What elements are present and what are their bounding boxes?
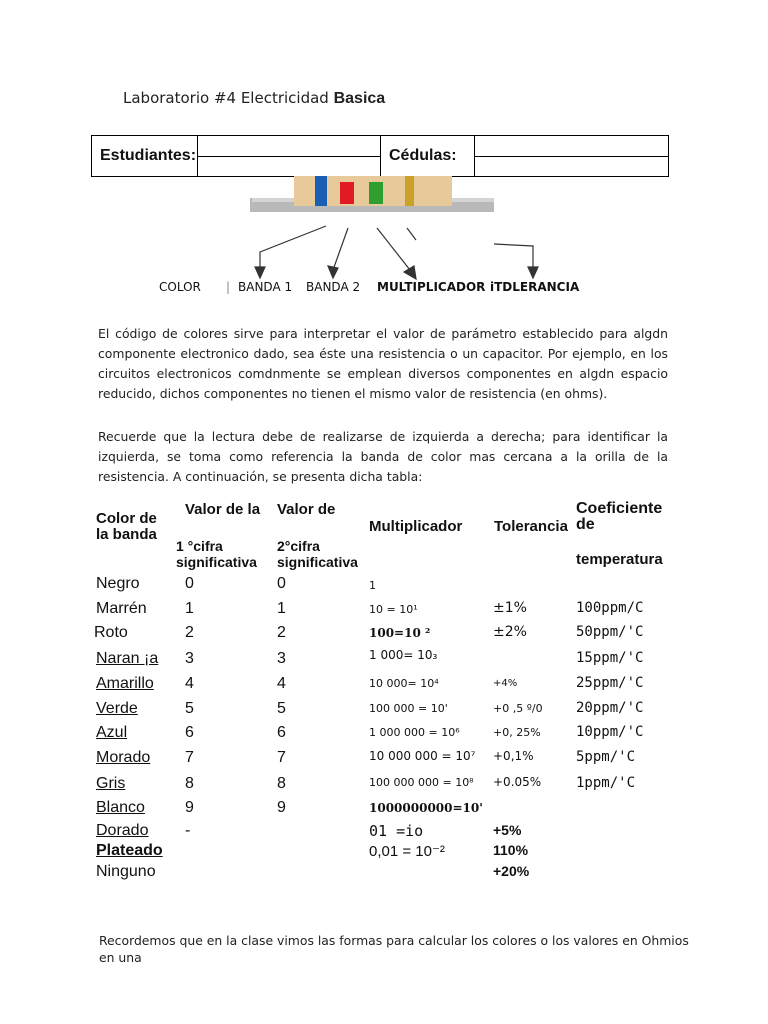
header-first-digit: Valor de la: [185, 501, 261, 518]
color-code-table: [0, 500, 768, 880]
intro-paragraph: El código de colores sirve para interpretar el valor de parámetro establecido para algdn componente electronico dado, sea éste una resistencia o un capacitor. Por ejemplo, en los circuitos electronicos comdnmente se emplean diversos componentes en algdn espacio reducido, dichos componentes no tienen el mismo valor de resistencia (en ohms).: [98, 326, 668, 401]
row-temp-coef: 5ppm/'C: [576, 749, 636, 765]
header-multiplier: Multiplicador: [369, 518, 463, 535]
table-row: [0, 624, 768, 648]
legend-color: COLOR: [159, 280, 201, 294]
arrow-band1: [260, 226, 326, 274]
table-row: [0, 799, 768, 823]
row-color: Ninguno: [96, 863, 156, 880]
table-row: [0, 600, 768, 624]
band-multiplier: [369, 182, 383, 204]
arrow-tol-tick: [407, 228, 416, 240]
row-second-digit: 9: [277, 799, 286, 816]
row-multiplier: 10 000 000 = 10⁷: [369, 749, 476, 763]
row-color: Gris: [96, 775, 126, 792]
reading-paragraph: Recuerde que la lectura debe de realizarse de izquierda a derecha; para identificar la izquierda, se toma como referencia la banda de color mas cercana a la orilla de la resistencia. A continuación, se presenta dicha tabla:: [98, 429, 668, 484]
row-color: Amarillo: [96, 675, 154, 692]
arrow-tol-head: [528, 267, 538, 278]
table-row: [0, 749, 768, 773]
row-second-digit: 1: [277, 600, 286, 617]
row-color: Blanco: [96, 799, 145, 816]
row-first-digit: 9: [185, 799, 194, 816]
arrow-mult: [377, 228, 410, 270]
header-first-digit-sub: 1 °cifra significativa: [176, 538, 257, 570]
row-first-digit: 7: [185, 749, 194, 766]
row-second-digit: 4: [277, 675, 286, 692]
arrow-band1-head: [255, 267, 265, 278]
arrow-band2-head: [328, 266, 338, 278]
row-multiplier: 01 =io: [369, 822, 424, 840]
row-multiplier: 1 000 000 = 10⁶: [369, 726, 460, 739]
row-temp-coef: 25ppm/'C: [576, 675, 644, 691]
row-color: Morado: [96, 749, 151, 766]
row-color: Dorado: [96, 822, 149, 839]
row-first-digit: 3: [185, 650, 194, 667]
legend-multiplier: MULTIPLICADOR: [377, 280, 486, 294]
row-tolerance: ±2%: [493, 624, 527, 640]
row-tolerance: 110%: [493, 842, 529, 858]
legend-band1: BANDA 1: [238, 280, 293, 294]
row-tolerance: +0,1%: [493, 749, 534, 763]
row-first-digit: 4: [185, 675, 194, 692]
row-tolerance: +4%: [493, 678, 518, 689]
row-first-digit: 8: [185, 775, 194, 792]
ids-label-cell: [381, 136, 475, 176]
title-emphasis: Basica: [333, 90, 386, 107]
row-second-digit: 0: [277, 575, 286, 592]
row-first-digit: 6: [185, 724, 194, 741]
header-temp-coef-2: temperatura: [576, 551, 663, 568]
row-second-digit: 6: [277, 724, 286, 741]
row-color: Azul: [96, 724, 128, 741]
band-tolerance: [405, 176, 414, 206]
arrow-tol: [494, 244, 533, 270]
row-color: Verde: [96, 700, 138, 717]
row-temp-coef: 1ppm/'C: [576, 775, 636, 791]
row-multiplier: 100 000 000 = 10⁸: [369, 776, 474, 789]
table-row: [0, 775, 768, 799]
students-label: Estudiantes:: [100, 147, 197, 164]
table-row: [0, 724, 768, 748]
table-row: [0, 675, 768, 699]
row-color: Roto: [94, 624, 128, 641]
legend-band2: BANDA 2: [306, 280, 361, 294]
row-second-digit: 2: [277, 624, 286, 641]
header-temp-coef: Coeficiente de: [576, 500, 663, 533]
row-temp-coef: 15ppm/'C: [576, 650, 644, 666]
row-tolerance: +0, 25%: [493, 726, 541, 739]
row-color: Plateado: [96, 842, 163, 859]
table-row: [0, 863, 768, 887]
row-first-digit: 2: [185, 624, 194, 641]
row-first-digit: 0: [185, 575, 194, 592]
legend-separator: |: [226, 280, 231, 294]
row-temp-coef: 20ppm/'C: [576, 700, 644, 716]
row-color: Naran ¡a: [96, 650, 159, 667]
row-multiplier: 10 000= 10⁴: [369, 677, 439, 690]
title-text: Laboratorio #4 Electricidad: [123, 89, 329, 107]
students-label-cell: [92, 136, 198, 176]
row-temp-coef: 10ppm/'C: [576, 724, 644, 740]
row-multiplier: 100 000 = 10': [369, 702, 448, 715]
row-second-digit: 7: [277, 749, 286, 766]
row-multiplier: 100=10 ²: [369, 626, 431, 640]
legend-tolerance: iTDLERANCIA: [490, 280, 580, 294]
page-title: [123, 89, 385, 108]
row-temp-coef: 50ppm/'C: [576, 624, 644, 640]
footer-paragraph: Recordemos que en la clase vimos las formas para calcular los colores o los valores en Ohmios en una: [99, 933, 689, 965]
header-second-digit: Valor de: [277, 501, 336, 518]
student-table: [91, 135, 669, 177]
row-tolerance: ±1%: [493, 600, 527, 616]
row-first-digit: 5: [185, 700, 194, 717]
header-color: Color de la banda: [96, 510, 157, 543]
row-second-digit: 8: [277, 775, 286, 792]
row-tolerance: +5%: [493, 822, 522, 838]
row-tolerance: +0.05%: [493, 775, 542, 789]
row-multiplier: 1000000000=10': [369, 801, 483, 815]
band-1: [315, 176, 327, 206]
header-second-digit-sub: 2°cifra significativa: [277, 538, 358, 570]
table-row: [0, 700, 768, 724]
row-multiplier: 1 000= 10₃: [369, 648, 438, 662]
row-second-digit: 5: [277, 700, 286, 717]
row-multiplier: 10 = 10¹: [369, 603, 418, 616]
header-tolerance: Tolerancia: [494, 518, 568, 535]
row-first-digit: -: [185, 822, 191, 839]
row-color: Marrén: [96, 600, 147, 617]
band-legend: [0, 280, 768, 300]
students-field[interactable]: [198, 136, 381, 176]
row-color: Negro: [96, 575, 140, 592]
arrow-band2: [333, 228, 348, 270]
row-temp-coef: 100ppm/C: [576, 600, 644, 616]
band-2: [340, 182, 354, 204]
table-row: [0, 575, 768, 599]
row-multiplier: 0,01 = 10⁻²: [369, 843, 445, 860]
row-first-digit: 1: [185, 600, 194, 617]
table-row: [0, 650, 768, 674]
row-tolerance: +20%: [493, 863, 530, 879]
row-multiplier: 1: [369, 579, 376, 592]
ids-label: Cédulas:: [389, 147, 457, 164]
legend-arrows: [255, 226, 538, 279]
ids-field[interactable]: [475, 136, 668, 176]
row-tolerance: +0 ,5 º/0: [493, 702, 543, 715]
row-second-digit: 3: [277, 650, 286, 667]
arrow-mult-head: [404, 266, 416, 279]
